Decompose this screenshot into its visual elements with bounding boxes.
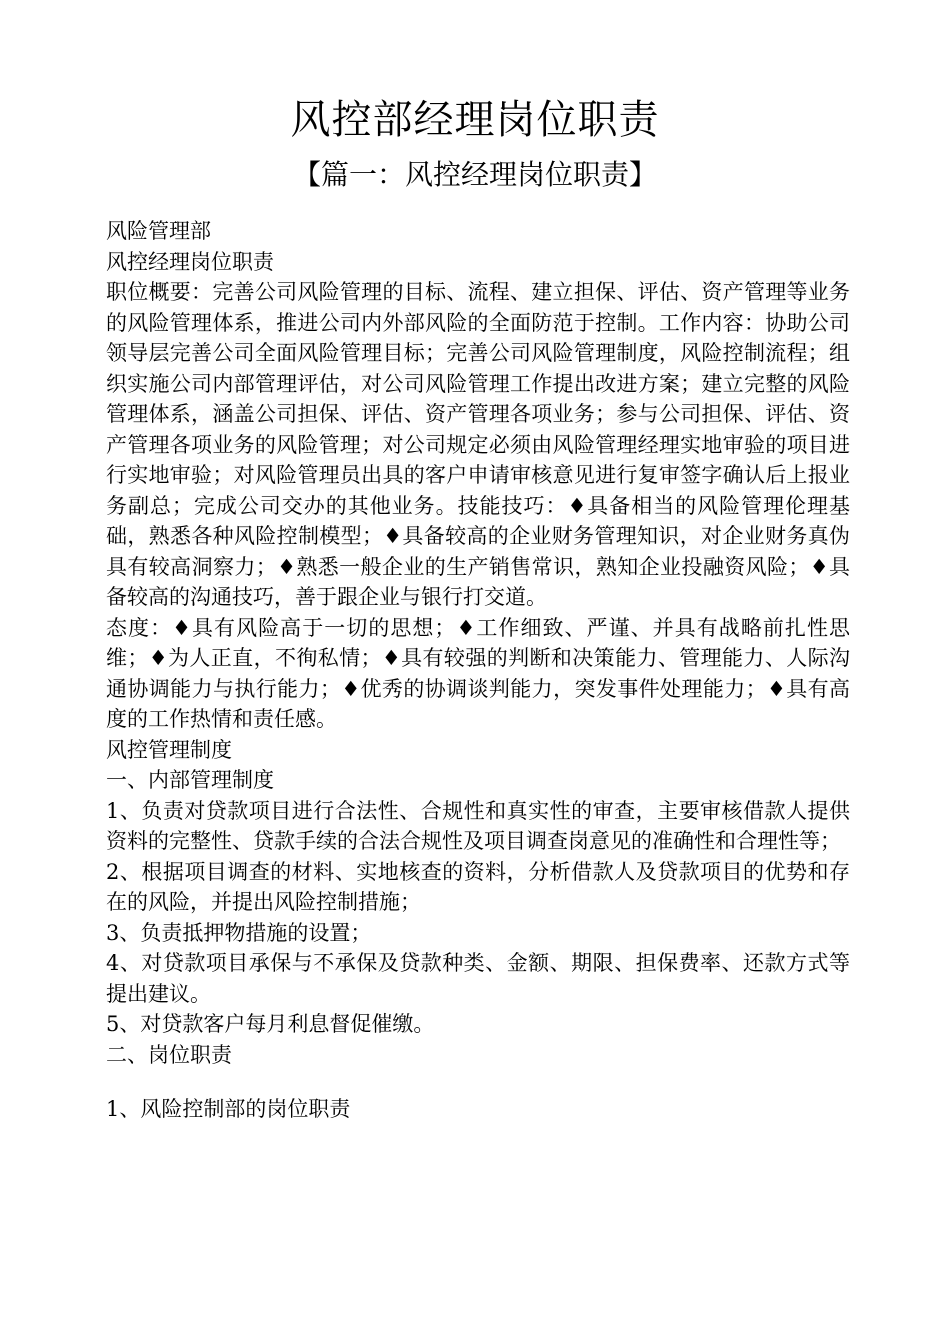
list-item-4: 4、对贷款项目承保与不承保及贷款种类、金额、期限、担保费率、还款方式等提出建议。: [106, 951, 850, 1006]
document-subtitle: 【篇一：风控经理岗位职责】: [292, 158, 657, 191]
document-body: [106, 216, 850, 1125]
list-item-3: 3、负责抵押物措施的设置；: [106, 920, 372, 945]
section-heading-duties: 二、岗位职责: [106, 1042, 232, 1067]
section-heading-internal-rules: 一、内部管理制度: [106, 768, 274, 792]
list-item-1: 1、负责对贷款项目进行合法性、合规性和真实性的审查，主要审核借款人提供资料的完整性、贷款手续的合法合规性及项目调查岗意见的准确性和合理性等；: [106, 798, 850, 853]
paragraph-job-summary: 职位概要：完善公司风险管理的目标、流程、建立担保、评估、资产管理等业务的风险管理体系，推进公司内外部风险的全面防范于控制。工作内容：协助公司领导层完善公司全面风险管理目标；完善公司风险管理制度，风险控制流程；组织实施公司内部管理评估，对公司风险管理工作提出改进方案；建立完整的风险管理体系，涵盖公司担保、评估、资产管理各项业务；参与公司担保、评估、资产管理各项业务的风险管理；对公司规定必须由风险管理经理实地审验的项目进行实地审验；对风险管理员出具的客户申请审核意见进行复审签字确认后上报业务副总；完成公司交办的其他业务。技能技巧：♦具备相当的风险管理伦理基础，熟悉各种风险控制模型；♦具备较高的企业财务管理知识，对企业财务真伪具有较高洞察力；♦熟悉一般企业的生产销售常识，熟知企业投融资风险；♦具备较高的沟通技巧，善于跟企业与银行打交道。: [106, 280, 850, 609]
list-item-5: 5、对贷款客户每月利息督促催缴。: [106, 1012, 435, 1036]
list-item-risk-control-duties: 1、风险控制部的岗位职责: [106, 1097, 351, 1121]
list-item-2: 2、根据项目调查的材料、实地核查的资料，分析借款人及贷款项目的优势和存在的风险，并提出风险控制措施；: [106, 859, 850, 914]
section-heading-risk-dept: 风险管理部: [106, 219, 211, 243]
document-title: 风控部经理岗位职责: [290, 97, 660, 143]
section-heading-risk-system: 风控管理制度: [106, 737, 232, 762]
section-heading-job-title: 风控经理岗位职责: [106, 249, 274, 274]
paragraph-attitude: 态度：♦具有风险高于一切的思想；♦工作细致、严谨、并具有战略前扎性思维；♦为人正直，不徇私情；♦具有较强的判断和决策能力、管理能力、人际沟通协调能力与执行能力；♦优秀的协调谈判能力，突发事件处理能力；♦具有高度的工作热情和责任感。: [106, 615, 850, 731]
